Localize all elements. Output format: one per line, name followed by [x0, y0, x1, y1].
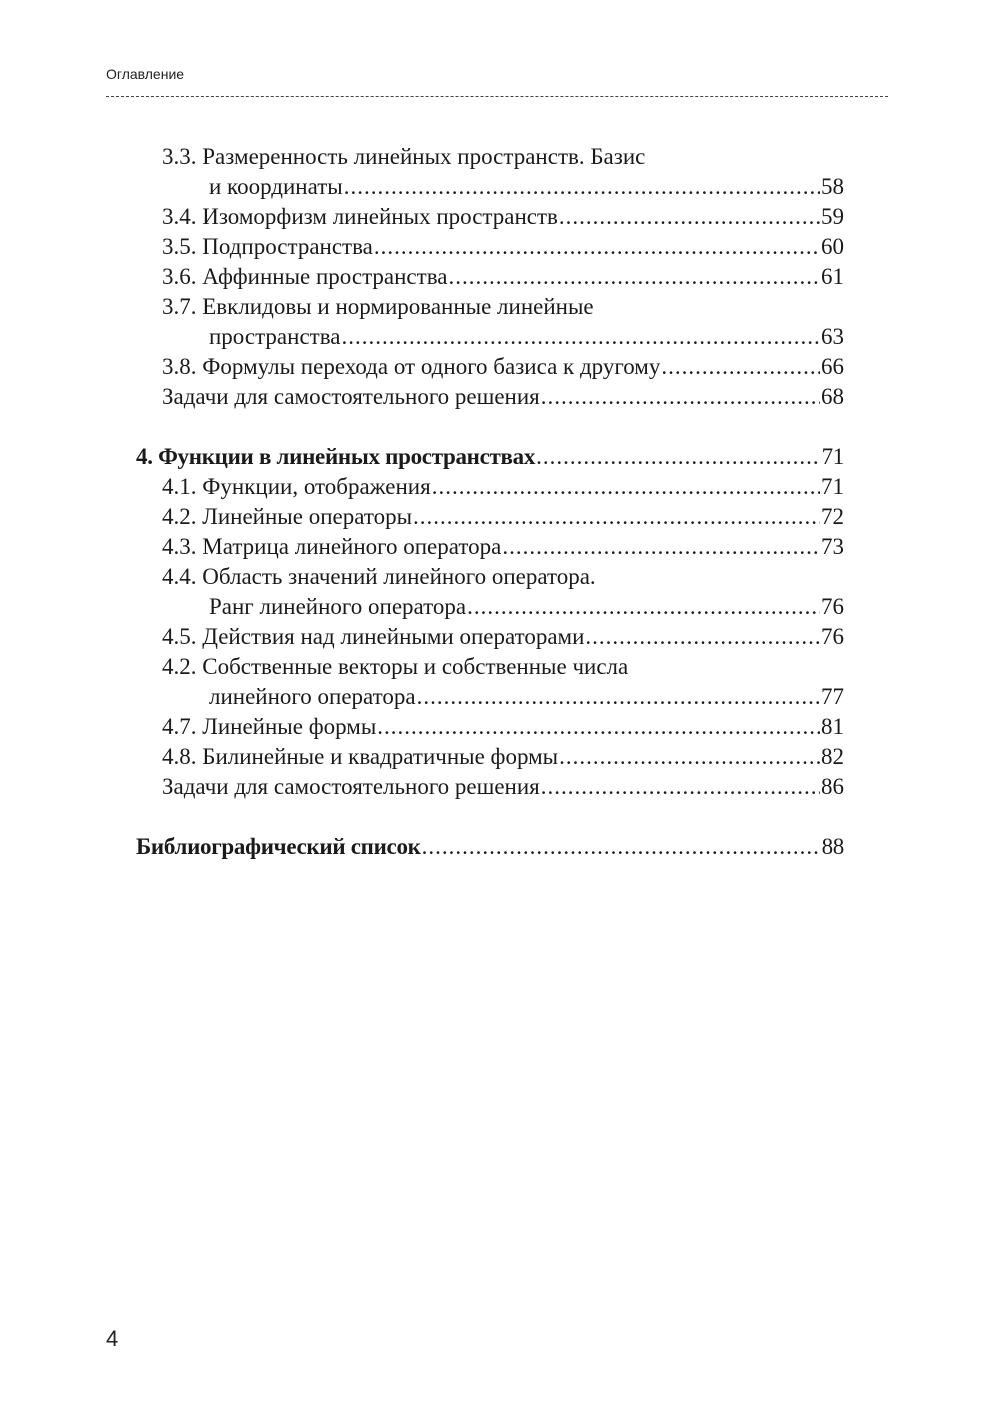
toc-entry-text: 3.4. Изоморфизм линейных пространств	[162, 204, 558, 229]
running-title: Оглавление	[106, 66, 185, 82]
toc-entry-text: Задачи для самостоятельного решения	[162, 774, 540, 799]
toc-entry-text: 3.8. Формулы перехода от одного базиса к другому	[162, 354, 661, 379]
leader-dots	[417, 682, 820, 712]
toc-entry-3-7-title[interactable]	[136, 292, 844, 322]
toc-entry-3-3-title[interactable]	[136, 142, 844, 172]
toc-entry-text: 4.3. Матрица линейного оператора	[162, 534, 502, 559]
toc-entry-text: 4.5. Действия над линейными операторами	[162, 624, 585, 649]
leader-dots	[422, 832, 821, 862]
toc-entry-3-7[interactable]	[136, 322, 844, 352]
header-dashed-rule	[106, 96, 888, 97]
toc-entry-4-8[interactable]	[136, 742, 844, 772]
leader-dots	[559, 202, 820, 232]
toc-page-number: 60	[821, 234, 844, 259]
leader-dots	[413, 502, 820, 532]
toc-bibliography[interactable]	[136, 832, 844, 862]
leader-dots	[448, 262, 820, 292]
leader-dots	[559, 742, 820, 772]
toc-entry-text: 3.5. Подпространства	[162, 234, 373, 259]
toc-entry-3-tasks[interactable]	[136, 382, 844, 412]
toc-page-number: 72	[821, 504, 844, 529]
toc-entry-text: 4.8. Билинейные и квадратичные формы	[162, 744, 559, 769]
toc-entry-3-6[interactable]	[136, 262, 844, 292]
toc-page-number: 71	[821, 474, 844, 499]
leader-dots	[541, 772, 820, 802]
toc-page-number: 71	[821, 444, 844, 469]
section-spacer	[136, 802, 844, 832]
toc-entry-3-4[interactable]	[136, 202, 844, 232]
toc-entry-text: 4.2. Собственные векторы и собственные числа	[162, 654, 629, 679]
toc-entry-4-3[interactable]	[136, 532, 844, 562]
toc-entry-4-2[interactable]	[136, 502, 844, 532]
leader-dots	[344, 172, 820, 202]
toc-entry-text: Ранг линейного оператора	[209, 594, 467, 619]
section-spacer	[136, 412, 844, 442]
toc-entry-4-4[interactable]	[136, 592, 844, 622]
toc-entry-text: 4.2. Линейные операторы	[162, 504, 413, 529]
table-of-contents	[136, 142, 844, 862]
page-number: 4	[106, 1326, 119, 1351]
toc-page-number: 82	[821, 744, 844, 769]
toc-chapter-title: Библиографический список	[136, 834, 421, 859]
toc-page-number: 73	[821, 534, 844, 559]
toc-page-number: 58	[821, 174, 844, 199]
toc-entry-text: 4.7. Линейные формы	[162, 714, 377, 739]
toc-page-number: 76	[821, 594, 844, 619]
toc-entry-4-7[interactable]	[136, 712, 844, 742]
toc-entry-4-1[interactable]	[136, 472, 844, 502]
leader-dots	[541, 382, 820, 412]
leader-dots	[377, 712, 820, 742]
leader-dots	[341, 322, 820, 352]
toc-entry-4-6-title[interactable]	[136, 652, 844, 682]
toc-entry-4-4-title[interactable]	[136, 562, 844, 592]
toc-page-number: 59	[821, 204, 844, 229]
leader-dots	[536, 442, 821, 472]
toc-entry-text: 4.1. Функции, отображения	[162, 474, 431, 499]
toc-entry-4-5[interactable]	[136, 622, 844, 652]
toc-page-number: 68	[821, 384, 844, 409]
toc-entry-text: 3.7. Евклидовы и нормированные линейные	[162, 294, 594, 319]
toc-page-number: 77	[821, 684, 844, 709]
leader-dots	[374, 232, 820, 262]
toc-entry-text: 3.3. Размеренность линейных пространств. Базис	[162, 144, 646, 169]
leader-dots	[467, 592, 820, 622]
toc-entry-3-5[interactable]	[136, 232, 844, 262]
toc-page-number: 63	[821, 324, 844, 349]
toc-entry-3-3[interactable]	[136, 172, 844, 202]
toc-entry-text: Задачи для самостоятельного решения	[162, 384, 540, 409]
toc-entry-text: и координаты	[209, 174, 343, 199]
toc-page-number: 81	[821, 714, 844, 739]
toc-entry-text: 3.6. Аффинные пространства	[162, 264, 448, 289]
toc-entry-4-6[interactable]	[136, 682, 844, 712]
toc-page-number: 76	[821, 624, 844, 649]
leader-dots	[432, 472, 820, 502]
toc-chapter-title: 4. Функции в линейных пространствах	[136, 444, 536, 469]
toc-entry-4-tasks[interactable]	[136, 772, 844, 802]
toc-page-number: 88	[821, 834, 844, 859]
leader-dots	[502, 532, 820, 562]
toc-entry-text: 4.4. Область значений линейного оператора.	[162, 564, 596, 589]
toc-chapter-4[interactable]	[136, 442, 844, 472]
toc-page-number: 66	[821, 354, 844, 379]
toc-page-number: 86	[821, 774, 844, 799]
toc-entry-text: пространства	[209, 324, 341, 349]
leader-dots	[585, 622, 820, 652]
leader-dots	[661, 352, 820, 382]
toc-entry-text: линейного оператора	[209, 684, 416, 709]
toc-page-number: 61	[821, 264, 844, 289]
toc-entry-3-8[interactable]	[136, 352, 844, 382]
